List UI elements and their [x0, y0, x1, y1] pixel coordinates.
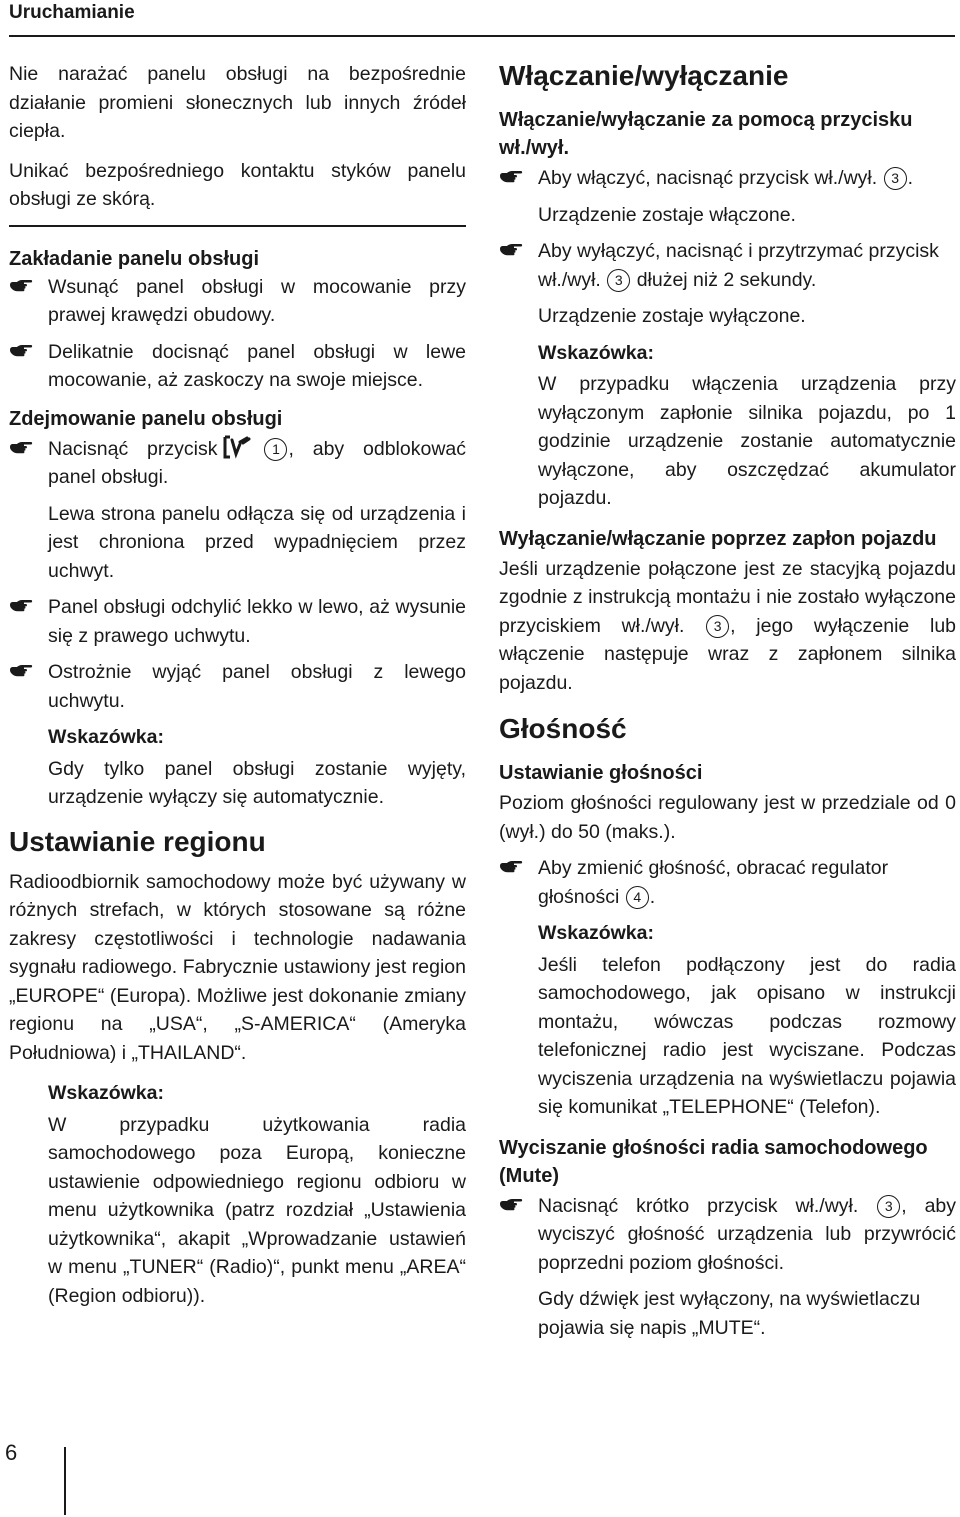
page-number: 6: [5, 1440, 18, 1465]
ignition-subheading: Wyłączanie/włączanie poprzez zapłon pojazdu: [499, 527, 937, 550]
remove-step-1-text: Nacisnąć przycisk: [48, 437, 218, 460]
attach-step-1: Wsunąć panel obsługi w mocowanie przy prawej krawędzi obudowy.: [48, 275, 466, 326]
list-item: [499, 1192, 956, 1278]
pointing-hand-icon: [9, 599, 33, 615]
reference-number: 1: [264, 438, 287, 461]
mute-step-text: Nacisnąć krótko przycisk wł./wył.: [538, 1194, 859, 1217]
list-item: [9, 435, 466, 492]
list-item: [9, 273, 466, 330]
mute-step-text-end: , aby wyciszyć głośność urządzenia lub przywrócić poprzedni poziom głośności.: [538, 1194, 957, 1274]
panel-release-icon: [223, 435, 257, 459]
reference-number: 4: [626, 886, 649, 909]
list-item: [9, 658, 466, 715]
pointing-hand-icon: [9, 664, 33, 680]
volume-step-text: Aby zmienić głośność, obracać regulator głośności: [538, 857, 889, 908]
note-label: Wskazówka:: [48, 1082, 164, 1104]
note-label: Wskazówka:: [538, 922, 654, 944]
header-divider: [9, 35, 955, 37]
ignition-text: [499, 555, 956, 698]
section-header: Uruchamianie: [9, 2, 135, 23]
attach-step-2: Delikatnie docisnąć panel obsługi w lewe mocowanie, aż zaskoczy na swoje miejsce.: [48, 340, 466, 391]
region-text: Radioodbiornik samochodowy może być używany w różnych strefach, w których stosowane są różne zakresy częstotliwości i technologie nadawania sygnału radiowego. Fabrycznie ustawiony jest region „EUROPE“ (Europa). Możliwe jest dokonanie zmiany regionu na „USA“, „S-AMERICA“ (Ameryka Południowa) i „THAILAND“.: [9, 870, 466, 1064]
remove-step-1-text-end: , aby odblokować panel obsługi.: [48, 437, 466, 488]
power-note-text: W przypadku włączenia urządzenia przy wyłączonym zapłonie silnika pojazdu, po 1 godzinie urządzenie zostanie automatycznie wyłączone, aby oszczędzać akumulator pojazdu.: [538, 373, 956, 509]
reference-number: 3: [706, 615, 729, 638]
volume-step-text-end: .: [649, 885, 656, 908]
list-item: [9, 338, 466, 395]
right-column: [499, 58, 956, 1350]
remove-step-3: Ostrożnie wyjąć panel obsługi z lewego uchwytu.: [48, 661, 466, 712]
power-on-text: Aby włączyć, nacisnąć przycisk wł./wył.: [538, 167, 878, 189]
remove-step-1-result: Lewa strona panelu odłącza się od urządzenia i jest chroniona przed wypadnięciem przez uchwyt.: [48, 502, 466, 582]
pointing-hand-icon: [499, 1198, 523, 1214]
power-off-text-end: dłużej niż 2 sekundy.: [636, 268, 817, 291]
reference-number: 3: [884, 167, 907, 190]
region-note-text: W przypadku użytkowania radia samochodowego poza Europą, konieczne ustawienie odpowiedniego regionu odbioru w menu użytkownika (patrz rozdział „Ustawienia użytkownika“, akapit „Wprowadzanie ustawień w menu „TUNER“ (Radio)“, punkt menu „AREA“ (Region odbioru)).: [48, 1113, 466, 1307]
pointing-hand-icon: [9, 441, 33, 457]
volume-note-text: Jeśli telefon podłączony jest do radia samochodowego, jak opisano w instrukcji montażu, wówczas podczas rozmowy telefonicznej radio jest wyciszane. Podczas wyciszenia urządzenia na wyświetlaczu pojawia się komunikat „TELEPHONE“ (Telefon).: [538, 953, 956, 1118]
volume-subheading: Ustawianie głośności: [499, 762, 703, 784]
page-number-divider: [64, 1447, 66, 1515]
power-on-text-end: .: [907, 167, 914, 189]
pointing-hand-icon: [499, 860, 523, 876]
pointing-hand-icon: [9, 344, 33, 360]
power-heading: Włączanie/wyłączanie: [499, 60, 789, 91]
mute-subheading: Wyciszanie głośności radia samochodowego (Mute): [499, 1136, 928, 1187]
list-item: [9, 593, 466, 650]
list-item: [499, 854, 956, 911]
power-off-text: Aby wyłączyć, nacisnąć i przytrzymać przycisk wł./wył.: [538, 240, 939, 291]
list-item: [499, 164, 956, 193]
attach-heading: Zakładanie panelu obsługi: [9, 247, 260, 270]
volume-text: Poziom głośności regulowany jest w przedziale od 0 (wył.) do 50 (maks.).: [499, 792, 956, 843]
remove-heading: Zdejmowanie panelu obsługi: [9, 407, 283, 430]
remove-step-2: Panel obsługi odchylić lekko w lewo, aż wysunie się z prawego uchwytu.: [48, 596, 466, 647]
pointing-hand-icon: [499, 170, 523, 186]
remove-note-text: Gdy tylko panel obsługi zostanie wyjęty, urządzenie wyłączy się automatycznie.: [48, 757, 466, 808]
note-label: Wskazówka:: [538, 341, 654, 364]
warning-sun: Nie narażać panelu obsługi na bezpośrednie działanie promieni słonecznych lub innych źródeł ciepła.: [9, 63, 466, 142]
reference-number: 3: [877, 1195, 900, 1218]
ignition-text-end: , jego wyłączenie lub włączenie następuje wraz z zapłonem silnika pojazdu.: [499, 614, 957, 694]
reference-number: 3: [607, 269, 630, 292]
warning-divider: [9, 225, 466, 227]
left-column: [9, 60, 466, 1322]
ignition-text-start: Jeśli urządzenie połączone jest ze stacyjką pojazdu zgodnie z instrukcją montażu i nie zostało wyłączone przyciskiem wł./wył.: [499, 557, 956, 637]
list-item: [499, 237, 956, 294]
volume-heading: Głośność: [499, 713, 627, 744]
power-off-result: Urządzenie zostaje wyłączone.: [538, 305, 806, 327]
power-subheading: Włączanie/wyłączanie za pomocą przycisku wł./wył.: [499, 109, 913, 159]
pointing-hand-icon: [9, 279, 33, 295]
mute-result: Gdy dźwięk jest wyłączony, na wyświetlaczu pojawia się napis „MUTE“.: [538, 1288, 921, 1339]
power-on-result: Urządzenie zostaje włączone.: [538, 203, 796, 226]
warning-contacts: Unikać bezpośredniego kontaktu styków panelu obsługi ze skórą.: [9, 159, 466, 210]
pointing-hand-icon: [499, 243, 523, 259]
region-heading: Ustawianie regionu: [9, 825, 266, 857]
note-label: Wskazówka:: [48, 726, 164, 748]
